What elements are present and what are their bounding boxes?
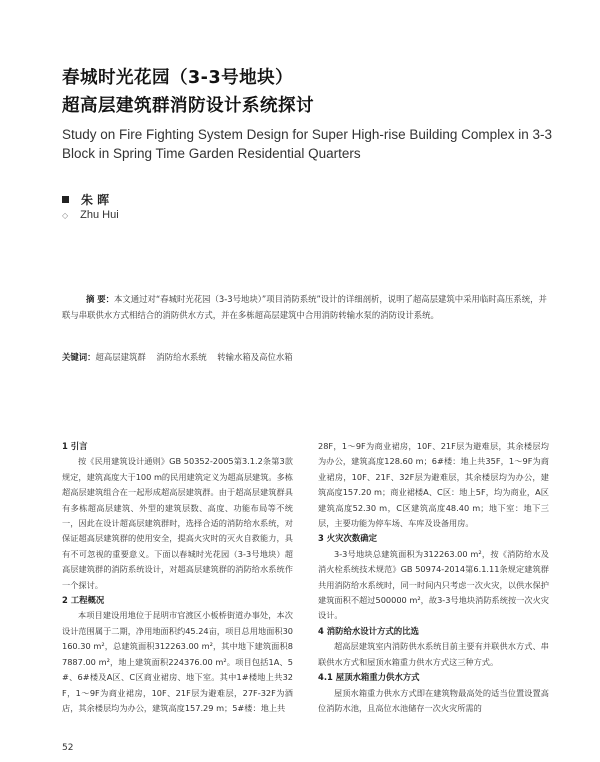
section-4-1-heading: 4.1 屋顶水箱重力供水方式 [318, 672, 420, 683]
section-4-paragraph: 超高层建筑室内消防供水系统目前主要有并联供水方式、串联供水方式和屋顶水箱重力供水方式这三种方式。 [318, 641, 549, 667]
title-cn-line2: 超高层建筑群消防设计系统探讨 [62, 96, 314, 116]
section-1-heading: 1 引言 [62, 441, 88, 451]
author-cn [62, 191, 109, 208]
body-column-left [62, 439, 293, 716]
section-1-paragraph: 按《民用建筑设计通则》GB 50352-2005第3.1.2条第3款规定，建筑高度大于100 m的民用建筑定义为超高层建筑。多栋超高层建筑组合在一起形成超高层建筑群。由于超高层建筑群具有多栋超高层建筑、外型的建筑层数、高度、功能布局等不统一，因此在设计超高层建筑群时，选择合适的消防给水系统，对保证超高层建筑群的使用安全，提高火灾时的灭火自救能力，具有不可忽视的重要意义。下面以春城时光花园（3-3号地块）超高层建筑群的消防系统设计，对超高层建筑群的消防给水系统作一个探讨。 [62, 456, 293, 590]
author-dot-icon: ◇ [62, 211, 69, 220]
section-4-heading: 4 消防给水设计方式的比选 [318, 625, 419, 636]
abstract-text: 本文通过对“春城时光花园（3-3号地块）”项目消防系统”设计的详细剖析，说明了超高层建筑中采用临时高压系统，并联与串联供水方式相结合的消防供水方式，并在多栋超高层建筑中合用消防转输水泵的消防设计系统。 [62, 294, 547, 320]
title-en: Study on Fire Fighting System Design for Super High-rise Building Complex in 3-3 Block in Spring Time Garden Residential Quarters [62, 127, 552, 161]
section-4-1-paragraph: 屋顶水箱重力供水方式即在建筑物最高处的适当位置设置高位消防水池，且高位水池储存一次火灾所需的 [318, 687, 549, 713]
keywords [62, 351, 293, 363]
abstract [62, 292, 552, 323]
section-2-paragraph-2: 28F，1～9F为商业裙房，10F、21F层为避难层，其余楼层均为办公，建筑高度128.60 m；6#楼：地上共35F，1～9F为商业裙房，10F、21F、32F层为避难层，其余楼层均为办公，建筑高度157.20 m；商业裙楼A、C区：地上5F，均为商业，A区建筑高度52.30 m，C区建筑高度48.40 m；地下室：地下三层，主要功能为停车场、车库及设备用房。 [318, 441, 549, 529]
title-cn-line1: 春城时光花园（3-3号地块） [62, 68, 294, 88]
page-number: 52 [62, 743, 74, 753]
section-2-heading: 2 工程概况 [62, 595, 105, 606]
author-en [62, 209, 119, 221]
keywords-text: 超高层建筑群 消防给水系统 转输水箱及高位水箱 [95, 352, 293, 362]
section-3-heading: 3 火灾次数确定 [318, 533, 377, 544]
section-2-paragraph-1: 本项目建设用地位于昆明市官渡区小板桥街道办事处，本次设计范围属于二期，净用地面积约45.24亩，项目总用地面积30160.30 m²，总建筑面积312263.00 m²，其中地下建筑面积87887.00 m²，地上建筑面积224376.00 m²。项目包括1A、5#、6#楼及A区、C区商业裙房、地下室。其中1#楼地上共32F，1～9F为商业裙房，10F、21F层为避难层，27F-32F为酒店，其余楼层均为办公，建筑高度157.29 m；5#楼：地上共 [62, 610, 293, 713]
body-column-right [318, 439, 549, 716]
author-en-name: Zhu Hui [80, 209, 119, 221]
author-cn-name: 朱 晖 [81, 193, 110, 207]
section-3-paragraph: 3-3号地块总建筑面积为312263.00 m²，按《消防给水及消火栓系统技术规范》GB 50974-2014第6.1.11条规定建筑群共用消防给水系统时，同一时间内只考虑一次火灾，以供水保护建筑面积不超过500000 m²，故3-3号地块消防系统按一次火灾设计。 [318, 548, 549, 621]
author-square-icon [62, 196, 69, 203]
keywords-label: 关键词： [62, 352, 96, 362]
abstract-label: 摘 要： [86, 294, 115, 304]
